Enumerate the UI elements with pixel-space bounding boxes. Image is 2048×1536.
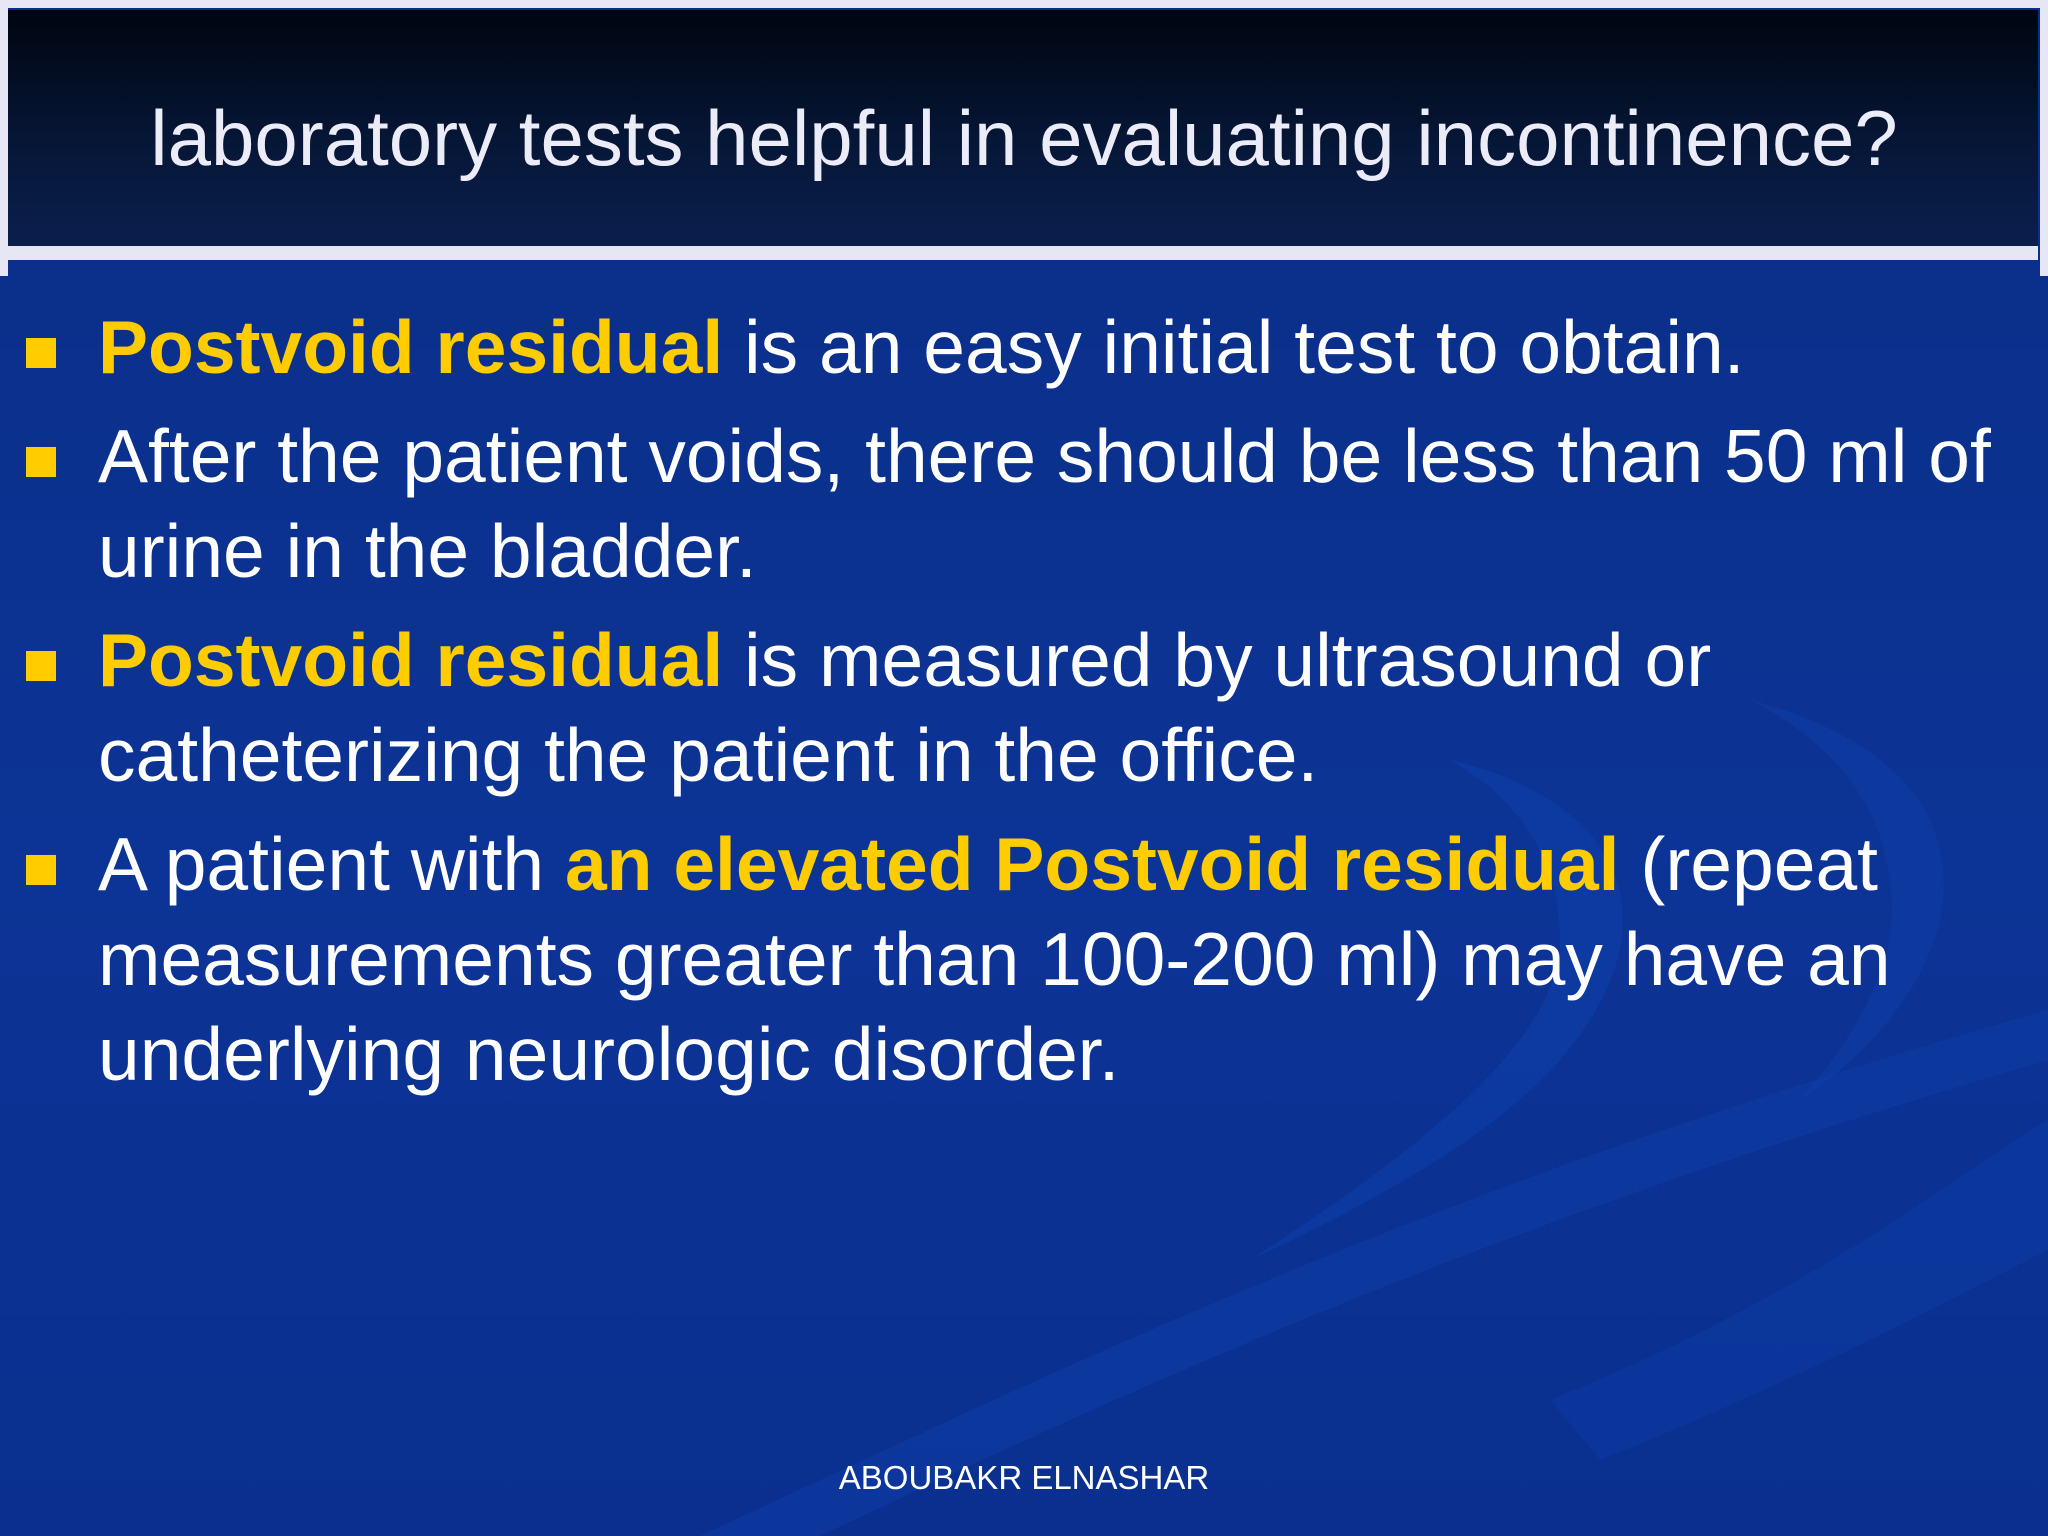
slide-title: laboratory tests helpful in evaluating incontinence? <box>150 94 1898 182</box>
square-bullet-icon <box>26 855 56 885</box>
bullet-item <box>0 409 2048 599</box>
bullet-text: is an easy initial test to obtain. <box>723 305 1745 389</box>
bullet-item <box>0 300 2048 395</box>
bullet-text: is measured by ultrasound or catheterizing the patient in the office. <box>98 618 1712 797</box>
highlight-text: an elevated Postvoid residual <box>564 822 1620 906</box>
bullet-text: After the patient voids, there should be less than 50 ml of urine in the bladder. <box>98 414 1991 593</box>
bullet-text: (repeat measurements greater than 100-200 ml) may have an underlying neurologic disorder. <box>98 822 1891 1096</box>
bullet-list <box>0 300 2048 1116</box>
footer-author: ABOUBAKR ELNASHAR <box>838 1459 1210 1496</box>
bullet-item <box>0 613 2048 803</box>
highlight-text: Postvoid residual <box>98 305 724 389</box>
square-bullet-icon <box>26 651 56 681</box>
highlight-text: Postvoid residual <box>98 618 724 702</box>
bullet-text: A patient with <box>98 822 565 906</box>
bullet-item <box>0 817 2048 1102</box>
square-bullet-icon <box>26 338 56 368</box>
square-bullet-icon <box>26 447 56 477</box>
